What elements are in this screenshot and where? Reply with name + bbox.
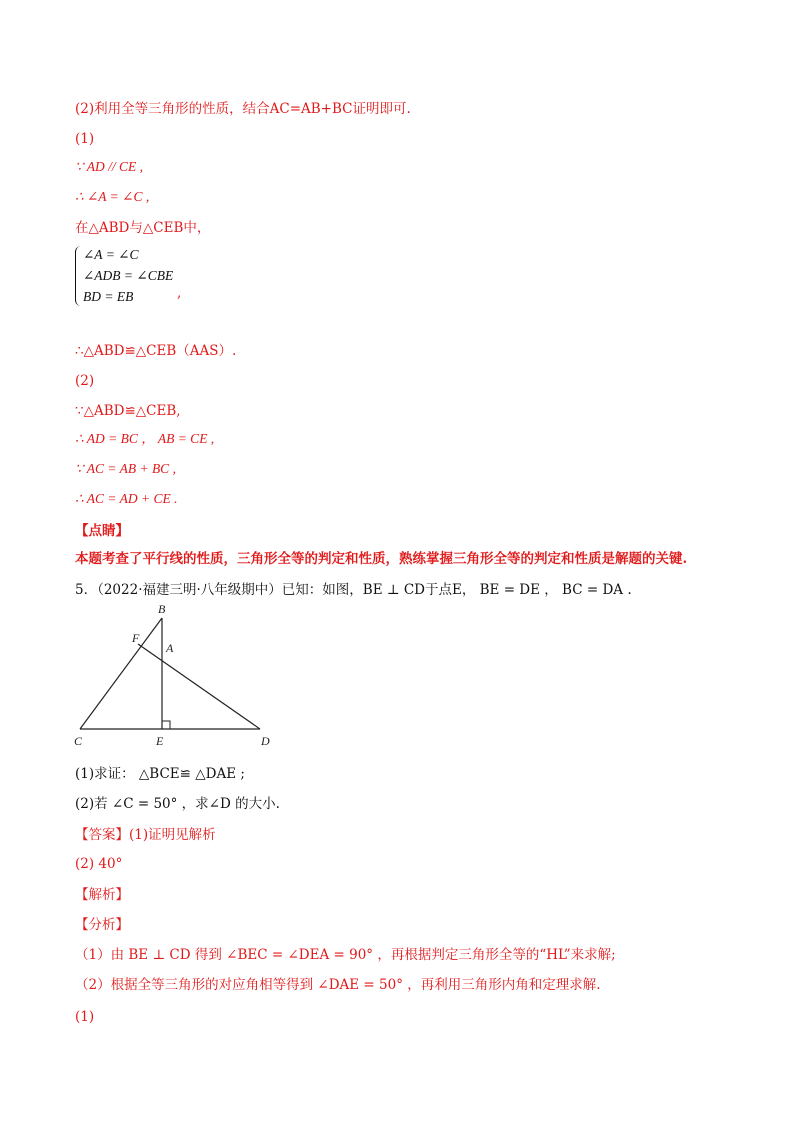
section-heading: 【分析】 (75, 917, 129, 933)
equation-row: ∠ADB = ∠CBE (83, 268, 174, 283)
label-f: F (132, 631, 140, 645)
right-angle-icon (162, 721, 170, 729)
text-line: ∴ AD = BC ， AB = CE , (75, 431, 215, 446)
text-line: (1) (75, 1009, 95, 1025)
brace-icon (75, 246, 82, 306)
label-e: E (156, 734, 164, 748)
label-c: C (74, 734, 83, 748)
answer-line: 【答案】(1)证明见解析 (75, 827, 216, 843)
text-line: (2) (75, 373, 95, 389)
sub-question: (2)若 ∠C = 50° ，求∠D 的大小. (75, 796, 280, 812)
text-line: ∵ AC = AB + BC , (75, 461, 176, 476)
section-heading: 【点睛】 (75, 523, 129, 539)
segment-fd (138, 644, 260, 729)
section-heading: 【解析】 (75, 887, 129, 903)
equation-row: ∠A = ∠C (83, 247, 139, 262)
answer-line: (2) 40° (75, 856, 123, 872)
text-line: ∴ AC = AD + CE . (75, 491, 178, 506)
sub-question: (1)求证： △BCE≌ △DAE ; (75, 766, 245, 782)
text-line: ∵△ABD≌△CEB, (75, 403, 181, 419)
text-line: ∵ AD // CE , (75, 159, 143, 174)
text-line: 在△ABD与△CEB中， (75, 220, 211, 236)
text-line: (1) (75, 131, 95, 147)
text-line: ∴ ∠A = ∠C , (75, 189, 150, 204)
question-stem: 5．（2022·福建三明·八年级期中）已知：如图，BE ⊥ CD于点E， BE = DE ， BC = DA . (75, 582, 632, 598)
label-a: A (166, 641, 174, 655)
segment-cb (80, 618, 162, 729)
triangle-figure (70, 602, 290, 752)
label-b: B (158, 602, 166, 616)
text-line: （1）由 BE ⊥ CD 得到 ∠BEC = ∠DEA = 90° ，再根据判定三角形全等的“HL”来求解; (75, 947, 616, 963)
label-d: D (261, 734, 270, 748)
equation-row: BD = EB (83, 289, 134, 304)
text-line: ∴△ABD≌△CEB（AAS）. (75, 343, 237, 359)
trailing-comma: , (177, 285, 182, 301)
text-line: （2）根据全等三角形的对应角相等得到 ∠DAE = 50° ，再利用三角形内角和定理求解. (75, 977, 601, 993)
text-line: 本题考查了平行线的性质，三角形全等的判定和性质，熟练掌握三角形全等的判定和性质是解题的关键. (75, 551, 688, 567)
text-line: (2)利用全等三角形的性质，结合AC=AB+BC证明即可. (75, 101, 411, 117)
